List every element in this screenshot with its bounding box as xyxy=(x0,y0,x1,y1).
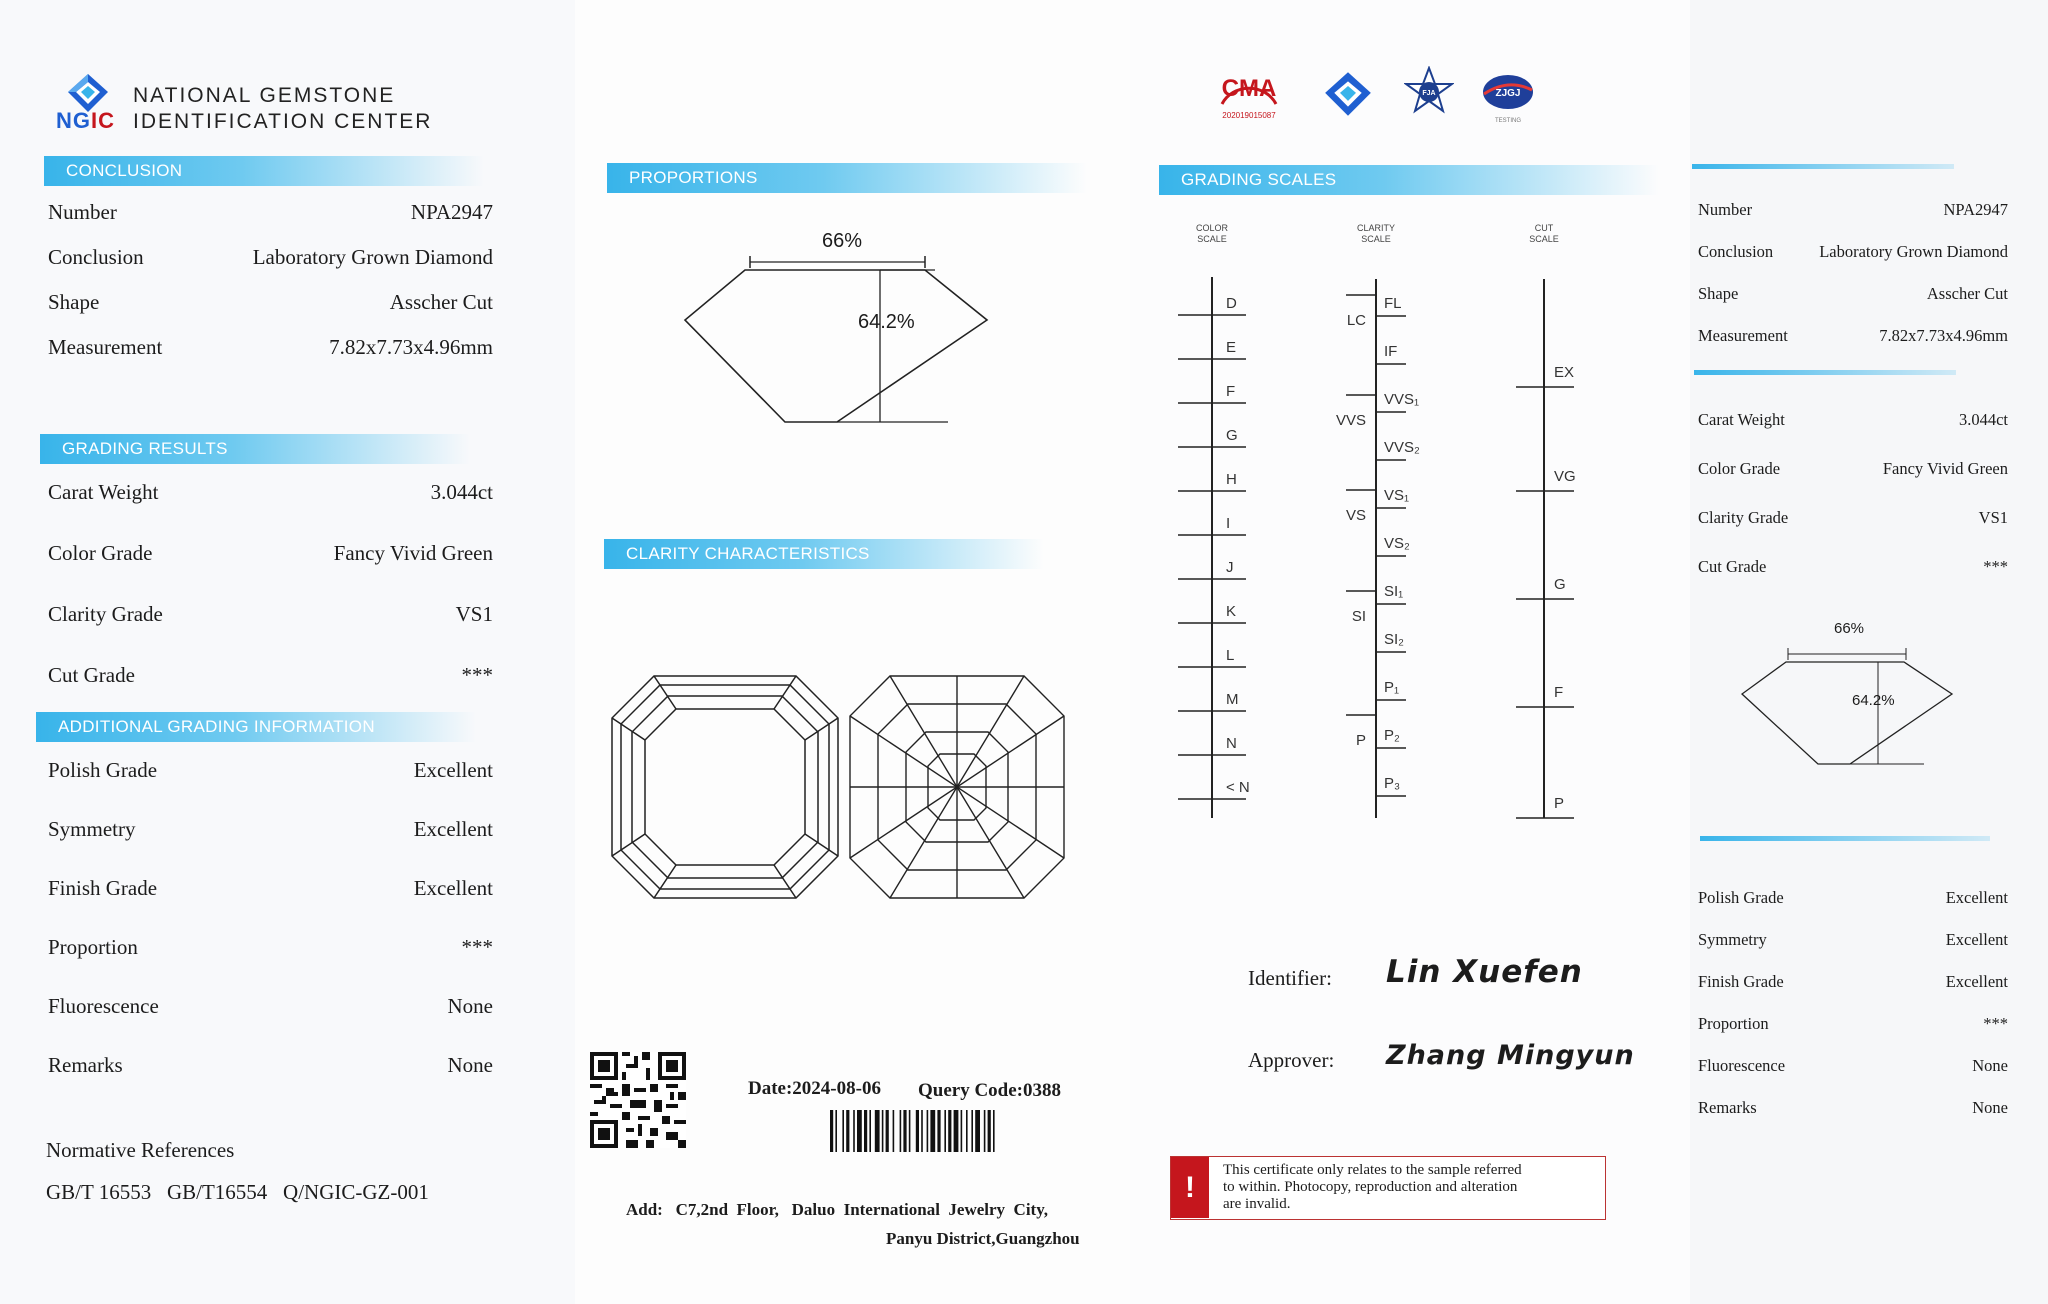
org-name-line1: NATIONAL GEMSTONE xyxy=(133,84,396,107)
color-grade-label: H xyxy=(1226,471,1237,488)
approver-signature: Zhang Mingyun xyxy=(1386,1040,1635,1071)
color-grade-label: < N xyxy=(1226,779,1250,796)
summary-grading-row xyxy=(1698,410,2008,450)
grading-value: *** xyxy=(461,663,493,687)
section-clarity-characteristics: CLARITY CHARACTERISTICS xyxy=(604,539,1044,569)
additional-row xyxy=(48,876,493,916)
clarity-group-label: VVS xyxy=(1335,412,1366,429)
grading-row xyxy=(48,663,493,703)
disclaimer-text xyxy=(1223,1162,1522,1213)
depth-percentage: 64.2% xyxy=(858,311,915,333)
barcode-bar xyxy=(909,1110,911,1152)
additional-value: Excellent xyxy=(413,876,493,900)
barcode-bar xyxy=(971,1110,973,1152)
grading-label: Color Grade xyxy=(48,541,153,565)
additional-label: Polish Grade xyxy=(48,758,158,782)
section-grading-scales: GRADING SCALES xyxy=(1159,165,1659,195)
identifier-label: Identifier: xyxy=(1248,966,1332,990)
grading-row xyxy=(48,602,493,642)
summary-grading-value: *** xyxy=(1983,557,2008,576)
cut-grade-label: G xyxy=(1554,576,1566,593)
summary-conclusion-label: Number xyxy=(1698,200,1753,219)
barcode-bar xyxy=(966,1110,968,1152)
conclusion-row xyxy=(48,290,493,330)
additional-label: Proportion xyxy=(48,935,138,959)
summary-table-percentage: 66% xyxy=(1834,620,1865,637)
identifier-signature: Lin Xuefen xyxy=(1386,954,1583,990)
scale-header: SCALE xyxy=(1197,234,1227,244)
clarity-grade-label: SI₂ xyxy=(1384,631,1404,648)
barcode-icon xyxy=(830,1110,1070,1152)
color-grade-label: N xyxy=(1226,735,1237,752)
summary-conclusion-value: Laboratory Grown Diamond xyxy=(1819,242,2008,261)
grading-scales-chart xyxy=(1170,215,1610,835)
conclusion-label: Measurement xyxy=(48,335,163,359)
summary-additional-label: Remarks xyxy=(1698,1098,1757,1117)
cma-logo xyxy=(1214,68,1284,120)
summary-grading-value: 3.044ct xyxy=(1958,410,2008,429)
summary-additional-row xyxy=(1698,1098,2008,1138)
section-additional: ADDITIONAL GRADING INFORMATION xyxy=(36,712,476,742)
additional-label: Remarks xyxy=(48,1053,123,1077)
conclusion-label: Conclusion xyxy=(48,245,144,269)
additional-label: Fluorescence xyxy=(48,994,159,1018)
summary-conclusion-label: Conclusion xyxy=(1698,242,1774,261)
approver-label: Approver: xyxy=(1248,1048,1335,1072)
scale-header: CLARITY xyxy=(1356,223,1396,233)
clarity-group-label: P xyxy=(1355,732,1366,749)
svg-text:CMA: CMA xyxy=(1221,75,1277,102)
ngic-seal-icon xyxy=(1320,70,1376,118)
summary-proportion-diagram xyxy=(1738,640,1958,770)
barcode-bar xyxy=(921,1110,923,1152)
clarity-grade-label: VS₁ xyxy=(1384,487,1410,504)
table-percentage: 66% xyxy=(822,230,863,252)
summary-conclusion-label: Shape xyxy=(1698,284,1739,303)
color-grade-label: J xyxy=(1226,559,1234,576)
additional-value: None xyxy=(447,1053,493,1077)
warning-icon: ! xyxy=(1171,1157,1209,1218)
summary-additional-row xyxy=(1698,1056,2008,1096)
divider-line xyxy=(1694,370,1956,375)
grading-label: Carat Weight xyxy=(48,480,159,504)
color-grade-label: F xyxy=(1226,383,1236,400)
summary-grading-value: Fancy Vivid Green xyxy=(1882,459,2008,478)
color-grade-label: K xyxy=(1226,603,1237,620)
summary-depth-percentage: 64.2% xyxy=(1852,692,1895,709)
conclusion-label: Shape xyxy=(48,290,100,314)
grading-value: VS1 xyxy=(455,602,493,626)
cut-grade-label: EX xyxy=(1554,364,1575,381)
summary-conclusion-label: Measurement xyxy=(1698,326,1788,345)
fja-star-icon xyxy=(1404,66,1454,116)
additional-label: Symmetry xyxy=(48,817,136,841)
barcode-bar xyxy=(948,1110,951,1152)
section-grading-results: GRADING RESULTS xyxy=(40,434,470,464)
barcode-bar xyxy=(975,1110,980,1152)
references-list: GB/T 16553 GB/T16554 Q/NGIC-GZ-001 xyxy=(46,1180,429,1204)
conclusion-label: Number xyxy=(48,200,117,224)
divider-line xyxy=(1692,164,1954,169)
summary-additional-row xyxy=(1698,888,2008,928)
color-grade-label: E xyxy=(1226,339,1237,356)
org-name-line2: IDENTIFICATION CENTER xyxy=(133,110,433,133)
barcode-bar xyxy=(830,1110,833,1152)
clarity-grade-label: VVS₁ xyxy=(1384,391,1420,408)
summary-grading-label: Color Grade xyxy=(1698,459,1781,478)
summary-additional-value: None xyxy=(1972,1098,2008,1117)
conclusion-value: 7.82x7.73x4.96mm xyxy=(329,335,493,359)
additional-value: *** xyxy=(461,935,493,959)
summary-additional-label: Finish Grade xyxy=(1698,972,1784,991)
grading-row xyxy=(48,541,493,581)
clarity-grade-label: P₂ xyxy=(1384,727,1400,744)
svg-text:ZJGJ: ZJGJ xyxy=(1495,88,1521,99)
summary-additional-row xyxy=(1698,972,2008,1012)
clarity-grade-label: SI₁ xyxy=(1384,583,1404,600)
additional-label: Finish Grade xyxy=(48,876,158,900)
barcode-bar xyxy=(857,1110,862,1152)
summary-grading-row xyxy=(1698,459,2008,499)
cut-grade-label: F xyxy=(1554,684,1564,701)
grading-value: Fancy Vivid Green xyxy=(333,541,493,565)
additional-value: Excellent xyxy=(413,817,493,841)
color-grade-label: I xyxy=(1226,515,1231,532)
divider-line xyxy=(1700,836,1990,841)
summary-conclusion-row xyxy=(1698,326,2008,366)
logo-abbreviation: NGIC xyxy=(56,108,115,133)
address-line-2: Panyu District,Guangzhou xyxy=(886,1229,1080,1248)
conclusion-row xyxy=(48,200,493,240)
summary-additional-label: Polish Grade xyxy=(1698,888,1784,907)
clarity-group-label: SI xyxy=(1351,608,1366,625)
barcode-bar xyxy=(886,1110,889,1152)
summary-conclusion-row xyxy=(1698,284,2008,324)
summary-conclusion-value: Asscher Cut xyxy=(1926,284,2008,303)
zjgj-logo-icon xyxy=(1480,70,1536,128)
summary-additional-label: Proportion xyxy=(1698,1014,1769,1033)
qr-code-icon[interactable] xyxy=(590,1052,686,1148)
query-code: Query Code:0388 xyxy=(918,1080,1062,1101)
barcode-bar xyxy=(984,1110,986,1152)
barcode-bar xyxy=(988,1110,991,1152)
additional-row xyxy=(48,1053,493,1093)
clarity-grade-label: IF xyxy=(1384,343,1398,360)
cma-mark-icon xyxy=(1214,68,1284,108)
scale-header: CUT xyxy=(1534,223,1554,233)
clarity-group-label: VS xyxy=(1345,507,1366,524)
disclaimer-line: to within. Photocopy, reproduction and alteration xyxy=(1223,1179,1518,1195)
summary-additional-row xyxy=(1698,1014,2008,1054)
additional-row xyxy=(48,817,493,857)
issue-date: Date:2024-08-06 xyxy=(748,1078,881,1099)
section-proportions: PROPORTIONS xyxy=(607,163,1087,193)
barcode-bar xyxy=(961,1110,963,1152)
color-grade-label: M xyxy=(1226,691,1239,708)
summary-additional-value: Excellent xyxy=(1945,972,2008,991)
cma-number: 202019015087 xyxy=(1222,111,1276,120)
proportion-diagram xyxy=(675,232,995,432)
conclusion-row xyxy=(48,245,493,285)
grading-value: 3.044ct xyxy=(430,480,493,504)
barcode-bar xyxy=(842,1110,844,1152)
barcode-bar xyxy=(900,1110,902,1152)
clarity-group-label: LC xyxy=(1346,312,1366,329)
summary-conclusion-row xyxy=(1698,200,2008,240)
svg-text:FJA: FJA xyxy=(1422,90,1436,97)
additional-row xyxy=(48,994,493,1034)
barcode-bar xyxy=(916,1110,919,1152)
summary-grading-row xyxy=(1698,557,2008,597)
additional-row xyxy=(48,935,493,975)
summary-additional-value: *** xyxy=(1983,1014,2008,1033)
barcode-bar xyxy=(930,1110,935,1152)
summary-grading-label: Carat Weight xyxy=(1698,410,1785,429)
disclaimer-box xyxy=(1170,1156,1606,1220)
summary-additional-row xyxy=(1698,930,2008,970)
conclusion-value: Asscher Cut xyxy=(389,290,493,314)
disclaimer-line: This certificate only relates to the sample referred xyxy=(1223,1162,1522,1178)
cut-grade-label: P xyxy=(1554,795,1565,812)
color-grade-label: L xyxy=(1226,647,1235,664)
color-grade-label: D xyxy=(1226,295,1237,312)
additional-value: Excellent xyxy=(413,758,493,782)
references-title: Normative References xyxy=(46,1138,235,1162)
barcode-bar xyxy=(846,1110,849,1152)
clarity-grade-label: FL xyxy=(1384,295,1402,312)
cut-grade-label: VG xyxy=(1554,468,1576,485)
report-panel-main xyxy=(0,0,575,1304)
color-grade-label: G xyxy=(1226,427,1238,444)
grading-row xyxy=(48,480,493,520)
additional-row xyxy=(48,758,493,798)
conclusion-value: NPA2947 xyxy=(410,200,493,224)
summary-grading-label: Cut Grade xyxy=(1698,557,1767,576)
summary-conclusion-row xyxy=(1698,242,2008,282)
summary-grading-row xyxy=(1698,508,2008,548)
clarity-grade-label: P₁ xyxy=(1384,679,1400,696)
pavilion-plot-diagram xyxy=(848,674,1066,900)
barcode-bar xyxy=(893,1110,895,1152)
additional-value: None xyxy=(447,994,493,1018)
barcode-bar xyxy=(875,1110,880,1152)
summary-additional-value: Excellent xyxy=(1945,930,2008,949)
barcode-bar xyxy=(937,1110,940,1152)
crown-plot-diagram xyxy=(610,674,840,900)
barcode-bar xyxy=(927,1110,929,1152)
address-line-1: Add: C7,2nd Floor, Daluo International Jewelry City, xyxy=(626,1200,1049,1219)
clarity-grade-label: VVS₂ xyxy=(1384,439,1420,456)
barcode-bar xyxy=(864,1110,867,1152)
barcode-bar xyxy=(853,1110,855,1152)
summary-conclusion-value: 7.82x7.73x4.96mm xyxy=(1879,326,2008,345)
summary-additional-value: None xyxy=(1972,1056,2008,1075)
summary-additional-label: Fluorescence xyxy=(1698,1056,1786,1075)
summary-additional-label: Symmetry xyxy=(1698,930,1767,949)
scale-header: COLOR xyxy=(1195,223,1229,233)
scale-header: SCALE xyxy=(1529,234,1559,244)
conclusion-row xyxy=(48,335,493,375)
barcode-bar xyxy=(882,1110,884,1152)
barcode-bar xyxy=(993,1110,995,1152)
clarity-grade-label: P₃ xyxy=(1384,775,1401,792)
clarity-grade-label: VS₂ xyxy=(1384,535,1410,552)
summary-grading-label: Clarity Grade xyxy=(1698,508,1789,527)
summary-conclusion-value: NPA2947 xyxy=(1943,200,2008,219)
scale-header: SCALE xyxy=(1361,234,1391,244)
svg-text:TESTING: TESTING xyxy=(1494,118,1522,124)
barcode-bar xyxy=(835,1110,837,1152)
barcode-bar xyxy=(869,1110,871,1152)
barcode-bar xyxy=(903,1110,906,1152)
grading-label: Cut Grade xyxy=(48,663,135,687)
conclusion-value: Laboratory Grown Diamond xyxy=(252,245,493,269)
summary-grading-value: VS1 xyxy=(1978,508,2008,527)
disclaimer-line: are invalid. xyxy=(1223,1196,1291,1212)
summary-additional-value: Excellent xyxy=(1945,888,2008,907)
section-conclusion: CONCLUSION xyxy=(44,156,484,186)
barcode-bar xyxy=(944,1110,946,1152)
barcode-bar xyxy=(954,1110,959,1152)
grading-label: Clarity Grade xyxy=(48,602,163,626)
